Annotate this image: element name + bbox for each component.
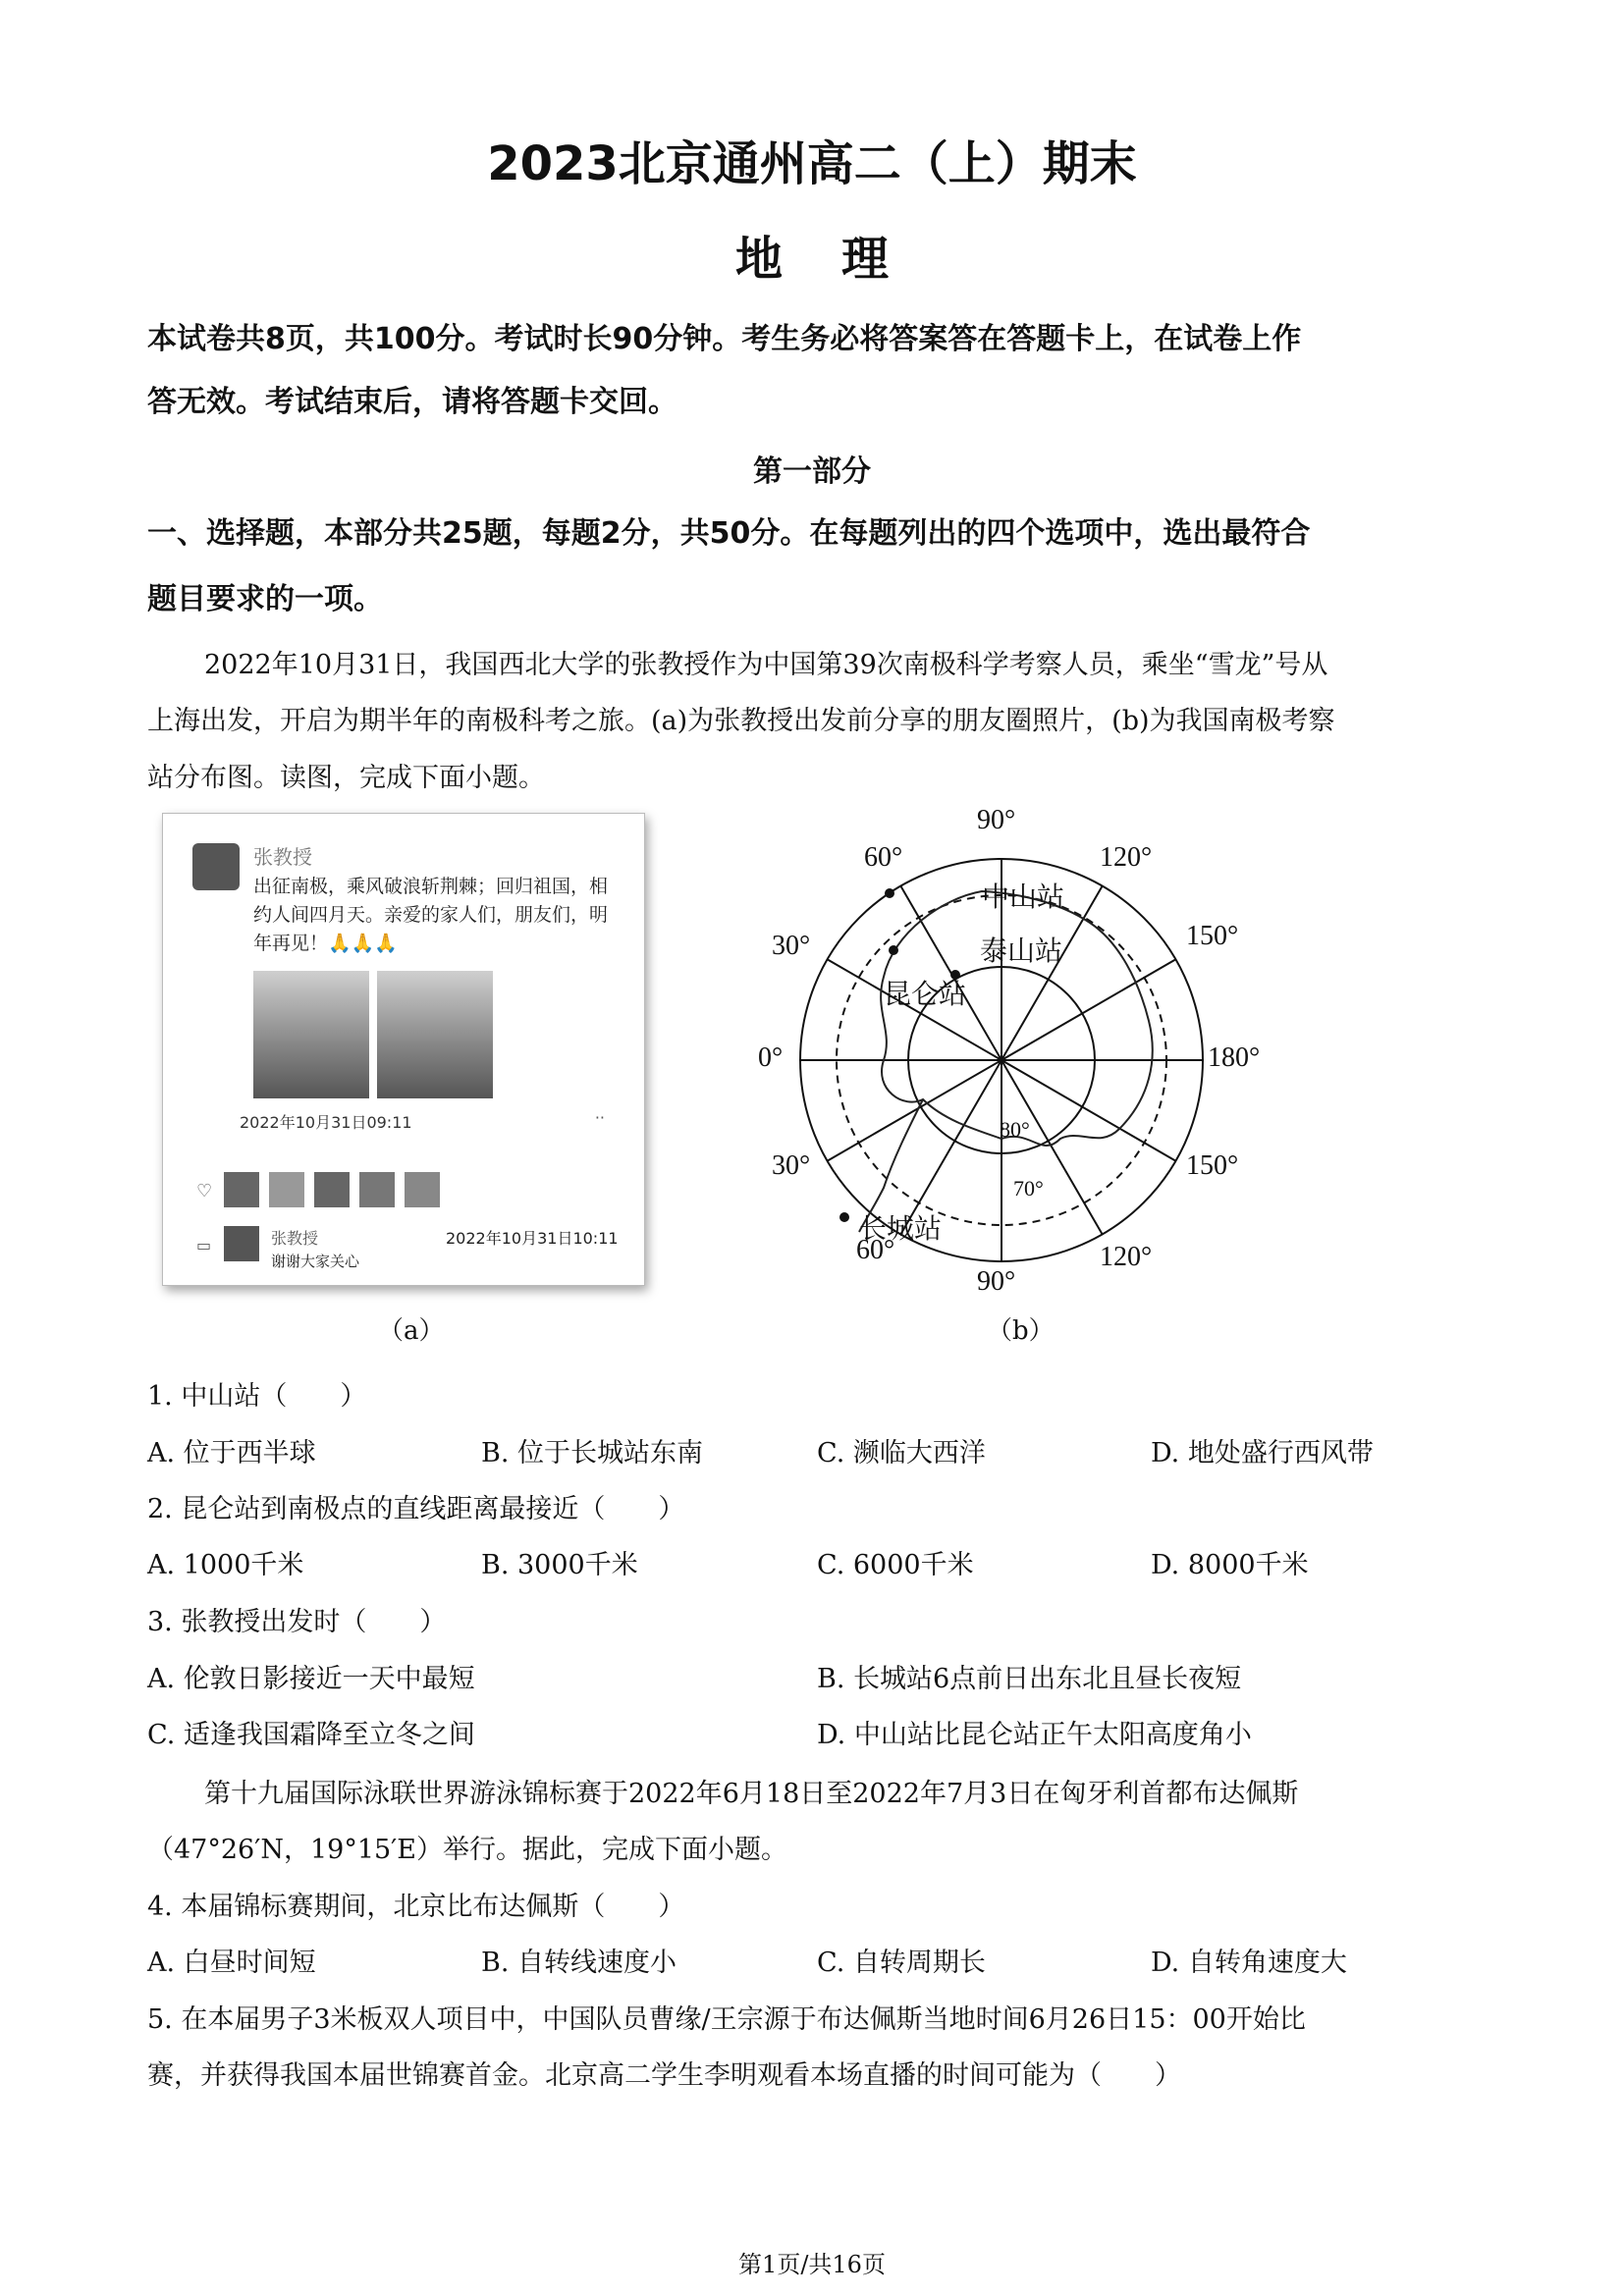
page-footer: 第1页/共16页 bbox=[738, 2251, 886, 2278]
comment-avatar bbox=[224, 1226, 259, 1261]
question-1-stem: 1. 中山站（ ） bbox=[147, 1381, 367, 1412]
label-120-br: 120° bbox=[1100, 1242, 1153, 1272]
passage2-line-1: 第十九届国际泳联世界游泳锦标赛于2022年6月18日至2022年7月3日在匈牙利首都布达佩斯 bbox=[204, 1779, 1299, 1809]
comment-text: 谢谢大家关心 bbox=[271, 1253, 360, 1270]
question-2-stem: 2. 昆仑站到南极点的直线距离最接近（ ） bbox=[147, 1494, 685, 1524]
post-date: 2022年10月31日09:11 bbox=[240, 1113, 412, 1132]
label-180: 180° bbox=[1208, 1042, 1261, 1073]
q1-option-b: B. 位于长城站东南 bbox=[481, 1438, 704, 1468]
station-kunlun: 昆仑站 bbox=[884, 978, 967, 1010]
heart-icon: ♡ bbox=[196, 1181, 213, 1201]
question-5-stem-line-1: 5. 在本届男子3米板双人项目中，中国队员曹缘/王宗源于布达佩斯当地时间6月26日15：00开始比 bbox=[147, 2004, 1306, 2035]
instructions-line-1: 本试卷共8页，共100分。考试时长90分钟。考生务必将答案答在答题卡上，在试卷上作 bbox=[147, 322, 1302, 356]
q3-option-a: A. 伦敦日影接近一天中最短 bbox=[147, 1664, 475, 1694]
q2-option-d: D. 8000千米 bbox=[1151, 1550, 1309, 1580]
label-90-bottom: 90° bbox=[977, 1266, 1016, 1297]
question-5-stem-line-2: 赛，并获得我国本届世锦赛首金。北京高二学生李明观看本场直播的时间可能为（ ） bbox=[147, 2060, 1181, 2091]
comment-date: 2022年10月31日10:11 bbox=[446, 1229, 619, 1248]
more-icon: ·· bbox=[594, 1108, 605, 1127]
part-intro-line-2: 题目要求的一项。 bbox=[147, 582, 383, 616]
figure-a-caption: （a） bbox=[378, 1316, 445, 1346]
q3-option-b: B. 长城站6点前日出东北且昼长夜短 bbox=[817, 1664, 1242, 1694]
label-60-tl: 60° bbox=[864, 842, 903, 873]
like-avatar bbox=[224, 1172, 259, 1207]
q1-option-a: A. 位于西半球 bbox=[147, 1438, 316, 1468]
label-lat-70: 70° bbox=[1013, 1176, 1044, 1201]
question-4-stem: 4. 本届锦标赛期间，北京比布达佩斯（ ） bbox=[147, 1892, 685, 1922]
label-30-l-upper: 30° bbox=[772, 931, 811, 961]
q4-option-d: D. 自转角速度大 bbox=[1151, 1948, 1347, 1978]
q1-option-c: C. 濒临大西洋 bbox=[817, 1438, 986, 1468]
exam-title: 2023北京通州高二（上）期末 bbox=[487, 136, 1137, 191]
passage2-line-2: （47°26′N，19°15′E）举行。据此，完成下面小题。 bbox=[147, 1835, 788, 1865]
post-text: 出征南极，乘风破浪斩荆棘；回归祖国，相约人间四月天。亲爱的家人们，朋友们，明年再见！🙏🙏🙏 bbox=[253, 876, 609, 954]
comment-author: 张教授 bbox=[271, 1229, 319, 1248]
station-taishan: 泰山站 bbox=[980, 934, 1063, 967]
q3-option-d: D. 中山站比昆仑站正午太阳高度角小 bbox=[817, 1720, 1252, 1750]
avatar bbox=[192, 843, 240, 890]
q4-option-b: B. 自转线速度小 bbox=[481, 1948, 677, 1978]
figure-b-caption: （b） bbox=[987, 1316, 1055, 1346]
q4-option-c: C. 自转周期长 bbox=[817, 1948, 986, 1978]
emoji-icons: 🙏🙏🙏 bbox=[328, 933, 398, 954]
label-150-r-upper: 150° bbox=[1186, 921, 1239, 951]
like-avatar bbox=[314, 1172, 350, 1207]
figure-a-moment-post bbox=[162, 813, 645, 1286]
figure-b-labels bbox=[746, 805, 1296, 1315]
label-150-r-lower: 150° bbox=[1186, 1150, 1239, 1181]
photo-ship bbox=[253, 971, 369, 1098]
question-3-stem: 3. 张教授出发时（ ） bbox=[147, 1607, 447, 1637]
label-90-top: 90° bbox=[977, 805, 1016, 835]
passage1-line-3: 站分布图。读图，完成下面小题。 bbox=[147, 763, 545, 793]
like-avatar bbox=[405, 1172, 440, 1207]
label-60-bl: 60° bbox=[856, 1235, 895, 1265]
like-avatar bbox=[359, 1172, 395, 1207]
photo-professor bbox=[377, 971, 493, 1098]
label-0: 0° bbox=[758, 1042, 784, 1073]
post-author: 张教授 bbox=[253, 845, 312, 869]
section-title: 第一部分 bbox=[753, 454, 871, 489]
station-changcheng: 长城站 bbox=[859, 1212, 943, 1245]
q3-option-c: C. 适逢我国霜降至立冬之间 bbox=[147, 1720, 475, 1750]
passage1-line-1: 2022年10月31日，我国西北大学的张教授作为中国第39次南极科学考察人员，乘坐“雪龙”号从 bbox=[204, 650, 1328, 680]
subject-title: 地理 bbox=[734, 232, 947, 287]
like-avatar bbox=[269, 1172, 304, 1207]
label-30-l-lower: 30° bbox=[772, 1150, 811, 1181]
label-lat-80: 80° bbox=[1000, 1117, 1030, 1142]
instructions-line-2: 答无效。考试结束后，请将答题卡交回。 bbox=[147, 385, 677, 419]
q2-option-c: C. 6000千米 bbox=[817, 1550, 974, 1580]
q4-option-a: A. 白昼时间短 bbox=[147, 1948, 316, 1978]
station-zhongshan: 中山站 bbox=[982, 881, 1065, 913]
q2-option-a: A. 1000千米 bbox=[147, 1550, 304, 1580]
q1-option-d: D. 地处盛行西风带 bbox=[1151, 1438, 1374, 1468]
q2-option-b: B. 3000千米 bbox=[481, 1550, 638, 1580]
part-intro-line-1: 一、选择题，本部分共25题，每题2分，共50分。在每题列出的四个选项中，选出最符合 bbox=[147, 516, 1311, 551]
comment-icon: ▭ bbox=[196, 1236, 212, 1255]
passage1-line-2: 上海出发，开启为期半年的南极科考之旅。(a)为张教授出发前分享的朋友圈照片，(b)为我国南极考察 bbox=[147, 706, 1335, 736]
label-120-tr: 120° bbox=[1100, 842, 1153, 873]
